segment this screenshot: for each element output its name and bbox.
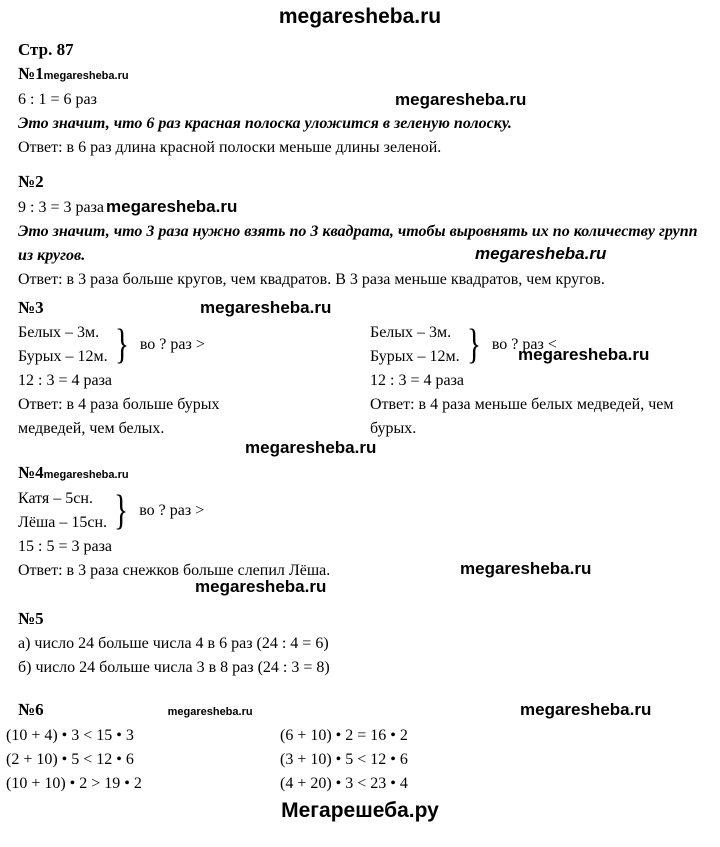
watermark: megaresheba.ru [245,438,377,457]
problem-1 [18,62,702,160]
problem-4-equation: 15 : 5 = 3 раза [18,538,112,555]
brace-icon: } [466,322,481,368]
problem-3-right-equation: 12 : 3 = 4 раза [370,372,464,389]
problem-3-left-given-2: Бурых – 12м. [18,348,108,365]
problem-3-left-given-1: Белых – 3м. [18,324,100,341]
problem-3-right-solution [370,321,702,441]
site-title: megaresheba.ru [278,5,442,28]
problem-4-number: №4 [18,463,44,482]
problem-4-answer: Ответ: в 3 раза снежков больше слепил Лёша. [18,562,331,579]
problem-3 [18,296,702,461]
watermark-small: megaresheba.ru [43,469,129,481]
problem-4-given-1: Катя – 5сн. [18,490,93,507]
watermark: megaresheba.ru [106,197,238,216]
page-number: Стр. 87 [18,40,74,59]
problem-3-number: №3 [18,298,44,317]
problem-2-note: Это значит, что 3 раза нужно взять по 3 квадрата, чтобы выровнять их по количеству групп из кругов. [18,223,698,264]
problem-3-left-question: во ? раз > [139,336,205,353]
problem-3-right-answer: Ответ: в 4 раза меньше белых медведей, чем бурых. [370,396,674,437]
problem-1-number: №1 [18,64,44,83]
watermark: megaresheba.ru [475,244,607,263]
problem-1-answer: Ответ: в 6 раз длина красной полоски меньше длины зеленой. [18,139,442,156]
watermark: megaresheba.ru [520,700,652,719]
footer-site-title: Мегарешеба.ру [281,799,439,822]
watermark: megaresheba.ru [518,345,650,364]
problem-3-left-answer: Ответ: в 4 раза больше бурых медведей, чем белых. [18,396,220,437]
problem-3-right-given-2: Бурых – 12м. [370,348,460,365]
watermark: megaresheba.ru [200,298,332,317]
problem-5-item-b: б) число 24 больше числа 3 в 8 раз (24 : 3 = 8) [18,659,330,676]
problem-3-left-solution [18,321,370,441]
comparison-row: (2 + 10) • 5 < 12 • 6 [6,751,134,768]
problem-2-answer: Ответ: в 3 раза больше кругов, чем квадратов. В 3 раза меньше квадратов, чем кругов. [18,271,605,288]
problem-6 [6,698,702,796]
problem-2-equation: 9 : 3 = 3 раза [18,199,104,216]
watermark: megaresheba.ru [195,577,327,596]
problem-2-number: №2 [18,172,44,191]
problem-1-note: Это значит, что 6 раз красная полоска уложится в зеленую полоску. [18,115,512,132]
comparison-row: (10 + 10) • 2 > 19 • 2 [6,775,142,792]
problem-6-number: №6 [18,700,44,719]
brace-icon: } [114,322,129,368]
problem-4-question: во ? раз > [139,502,205,519]
watermark: megaresheba.ru [395,90,527,109]
brace-icon: } [114,488,129,534]
watermark-small: megaresheba.ru [43,70,129,82]
watermark-small: megaresheba.ru [167,706,253,718]
watermark: megaresheba.ru [460,559,592,578]
problem-2 [18,170,702,292]
problem-4-given-2: Лёша – 15сн. [18,514,108,531]
comparison-row: (10 + 4) • 3 < 15 • 3 [6,727,134,744]
problem-5-number: №5 [18,609,44,628]
problem-3-right-question: во ? раз < [491,336,557,353]
comparison-row: (3 + 10) • 5 < 12 • 6 [280,751,408,768]
problem-5-item-a: а) число 24 больше числа 4 в 6 раз (24 : 4 = 6) [18,635,329,652]
problem-6-comparisons [6,724,702,796]
problem-1-equation: 6 : 1 = 6 раз [18,91,97,108]
problem-4 [18,461,702,607]
problem-3-right-given-1: Белых – 3м. [370,324,452,341]
problem-5 [18,607,702,680]
comparison-row: (6 + 10) • 2 = 16 • 2 [280,727,408,744]
problem-3-left-equation: 12 : 3 = 4 раза [18,372,112,389]
comparison-row: (4 + 20) • 3 < 23 • 4 [280,775,408,792]
